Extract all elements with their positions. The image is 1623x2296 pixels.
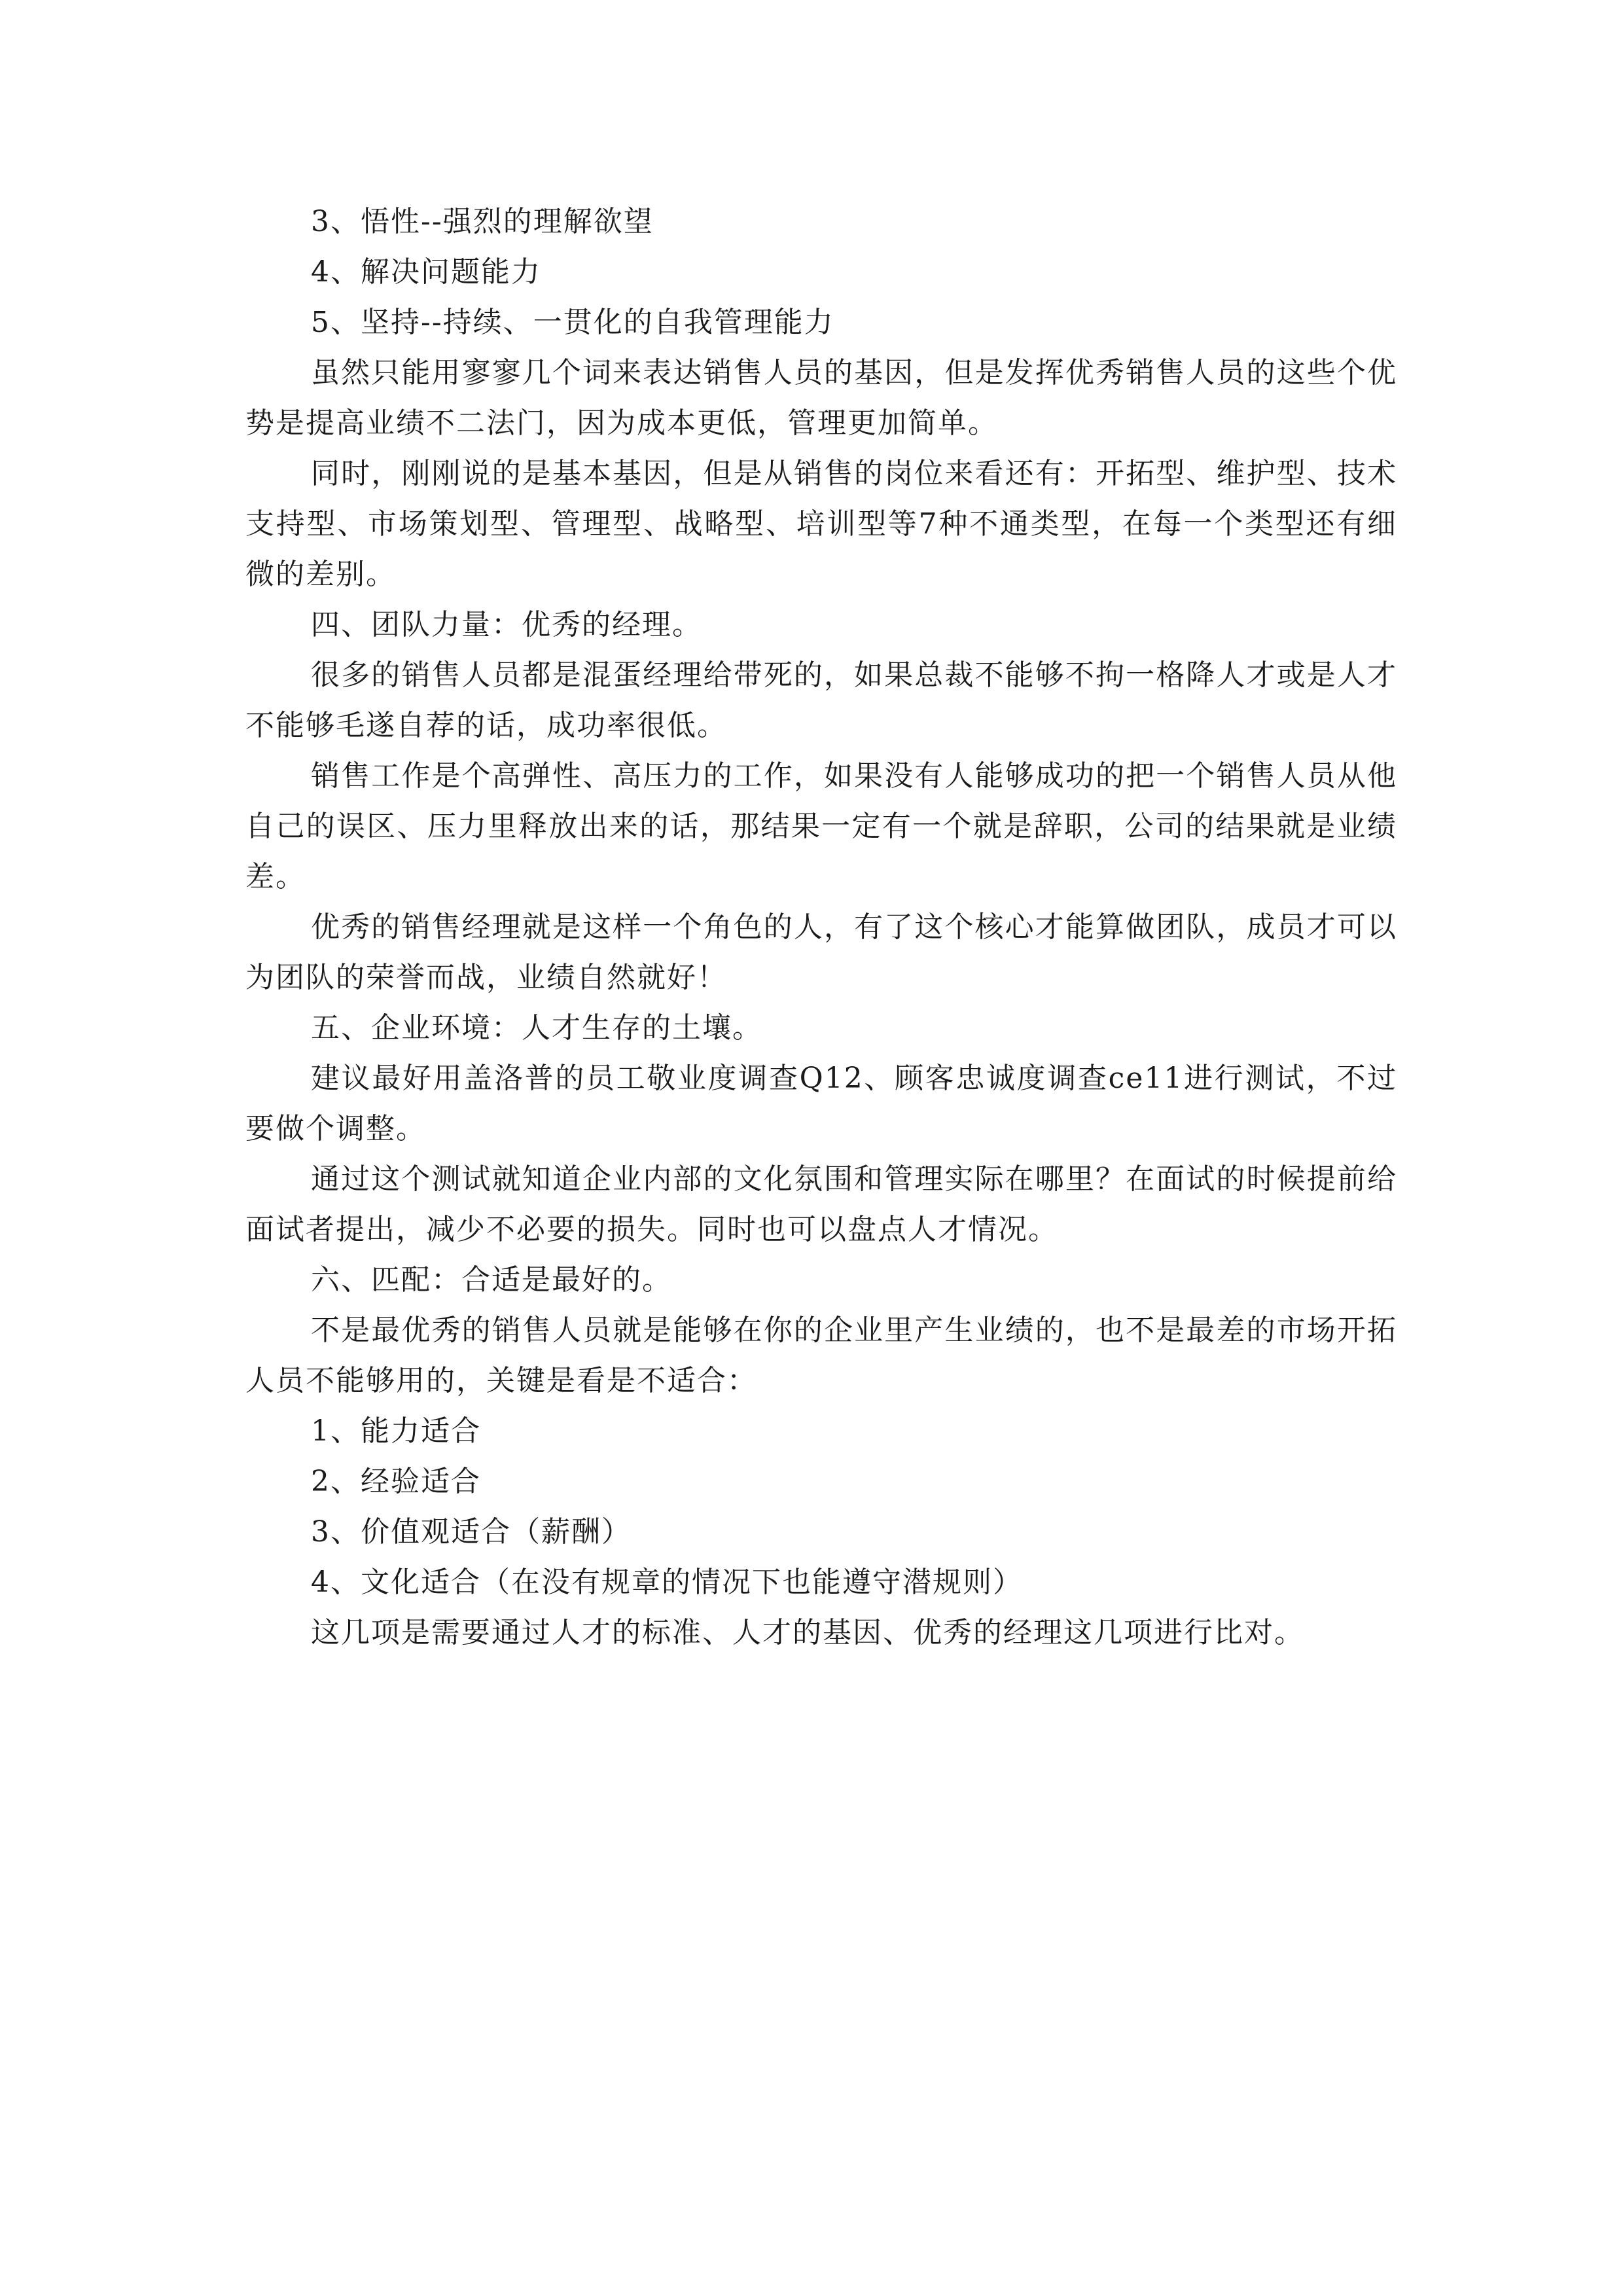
list-item-ability-fit: 1、能力适合 [311,1414,481,1448]
body-paragraph: 虽然只能用寥寥几个词来表达销售人员的基因，但是发挥优秀销售人员的这些个优势是提高业绩不二法门，因为成本更低，管理更加简单。 [245,356,1397,440]
list-item-experience-fit: 2、经验适合 [311,1465,481,1498]
section-heading-environment: 五、企业环境：人才生存的土壤。 [311,1011,762,1045]
body-paragraph: 优秀的销售经理就是这样一个角色的人，有了这个核心才能算做团队，成员才可以为团队的荣誉而战，业绩自然就好！ [245,910,1397,994]
body-paragraph: 建议最好用盖洛普的员工敬业度调查Q12、顾客忠诚度调查ce11进行测试，不过要做个调整。 [245,1062,1397,1145]
section-heading-team: 四、团队力量：优秀的经理。 [311,608,702,641]
body-paragraph: 同时，刚刚说的是基本基因，但是从销售的岗位来看还有：开拓型、维护型、技术支持型、市场策划型、管理型、战略型、培训型等7种不通类型，在每一个类型还有细微的差别。 [245,457,1397,591]
body-paragraph: 不是最优秀的销售人员就是能够在你的企业里产生业绩的，也不是最差的市场开拓人员不能够用的，关键是看是不适合： [245,1314,1397,1397]
section-heading-matching: 六、匹配：合适是最好的。 [311,1263,672,1297]
body-paragraph: 很多的销售人员都是混蛋经理给带死的，如果总裁不能够不拘一格降人才或是人才不能够毛遂自荐的话，成功率很低。 [245,658,1397,742]
list-item-problem-solving: 4、解决问题能力 [311,255,541,289]
body-paragraph: 这几项是需要通过人才的标准、人才的基因、优秀的经理这几项进行比对。 [311,1616,1304,1649]
list-item-comprehension: 3、悟性--强烈的理解欲望 [311,205,654,238]
list-item-values-fit: 3、价值观适合（薪酬） [311,1515,632,1549]
body-paragraph: 通过这个测试就知道企业内部的文化氛围和管理实际在哪里？在面试的时候提前给面试者提出，减少不必要的损失。同时也可以盘点人才情况。 [245,1162,1397,1246]
document-body [245,196,1397,1658]
list-item-culture-fit: 4、文化适合（在没有规章的情况下也能遵守潜规则） [311,1566,1023,1599]
body-paragraph: 销售工作是个高弹性、高压力的工作，如果没有人能够成功的把一个销售人员从他自己的误区、压力里释放出来的话，那结果一定有一个就是辞职，公司的结果就是业绩差。 [245,759,1397,893]
list-item-persistence: 5、坚持--持续、一贯化的自我管理能力 [311,306,834,339]
